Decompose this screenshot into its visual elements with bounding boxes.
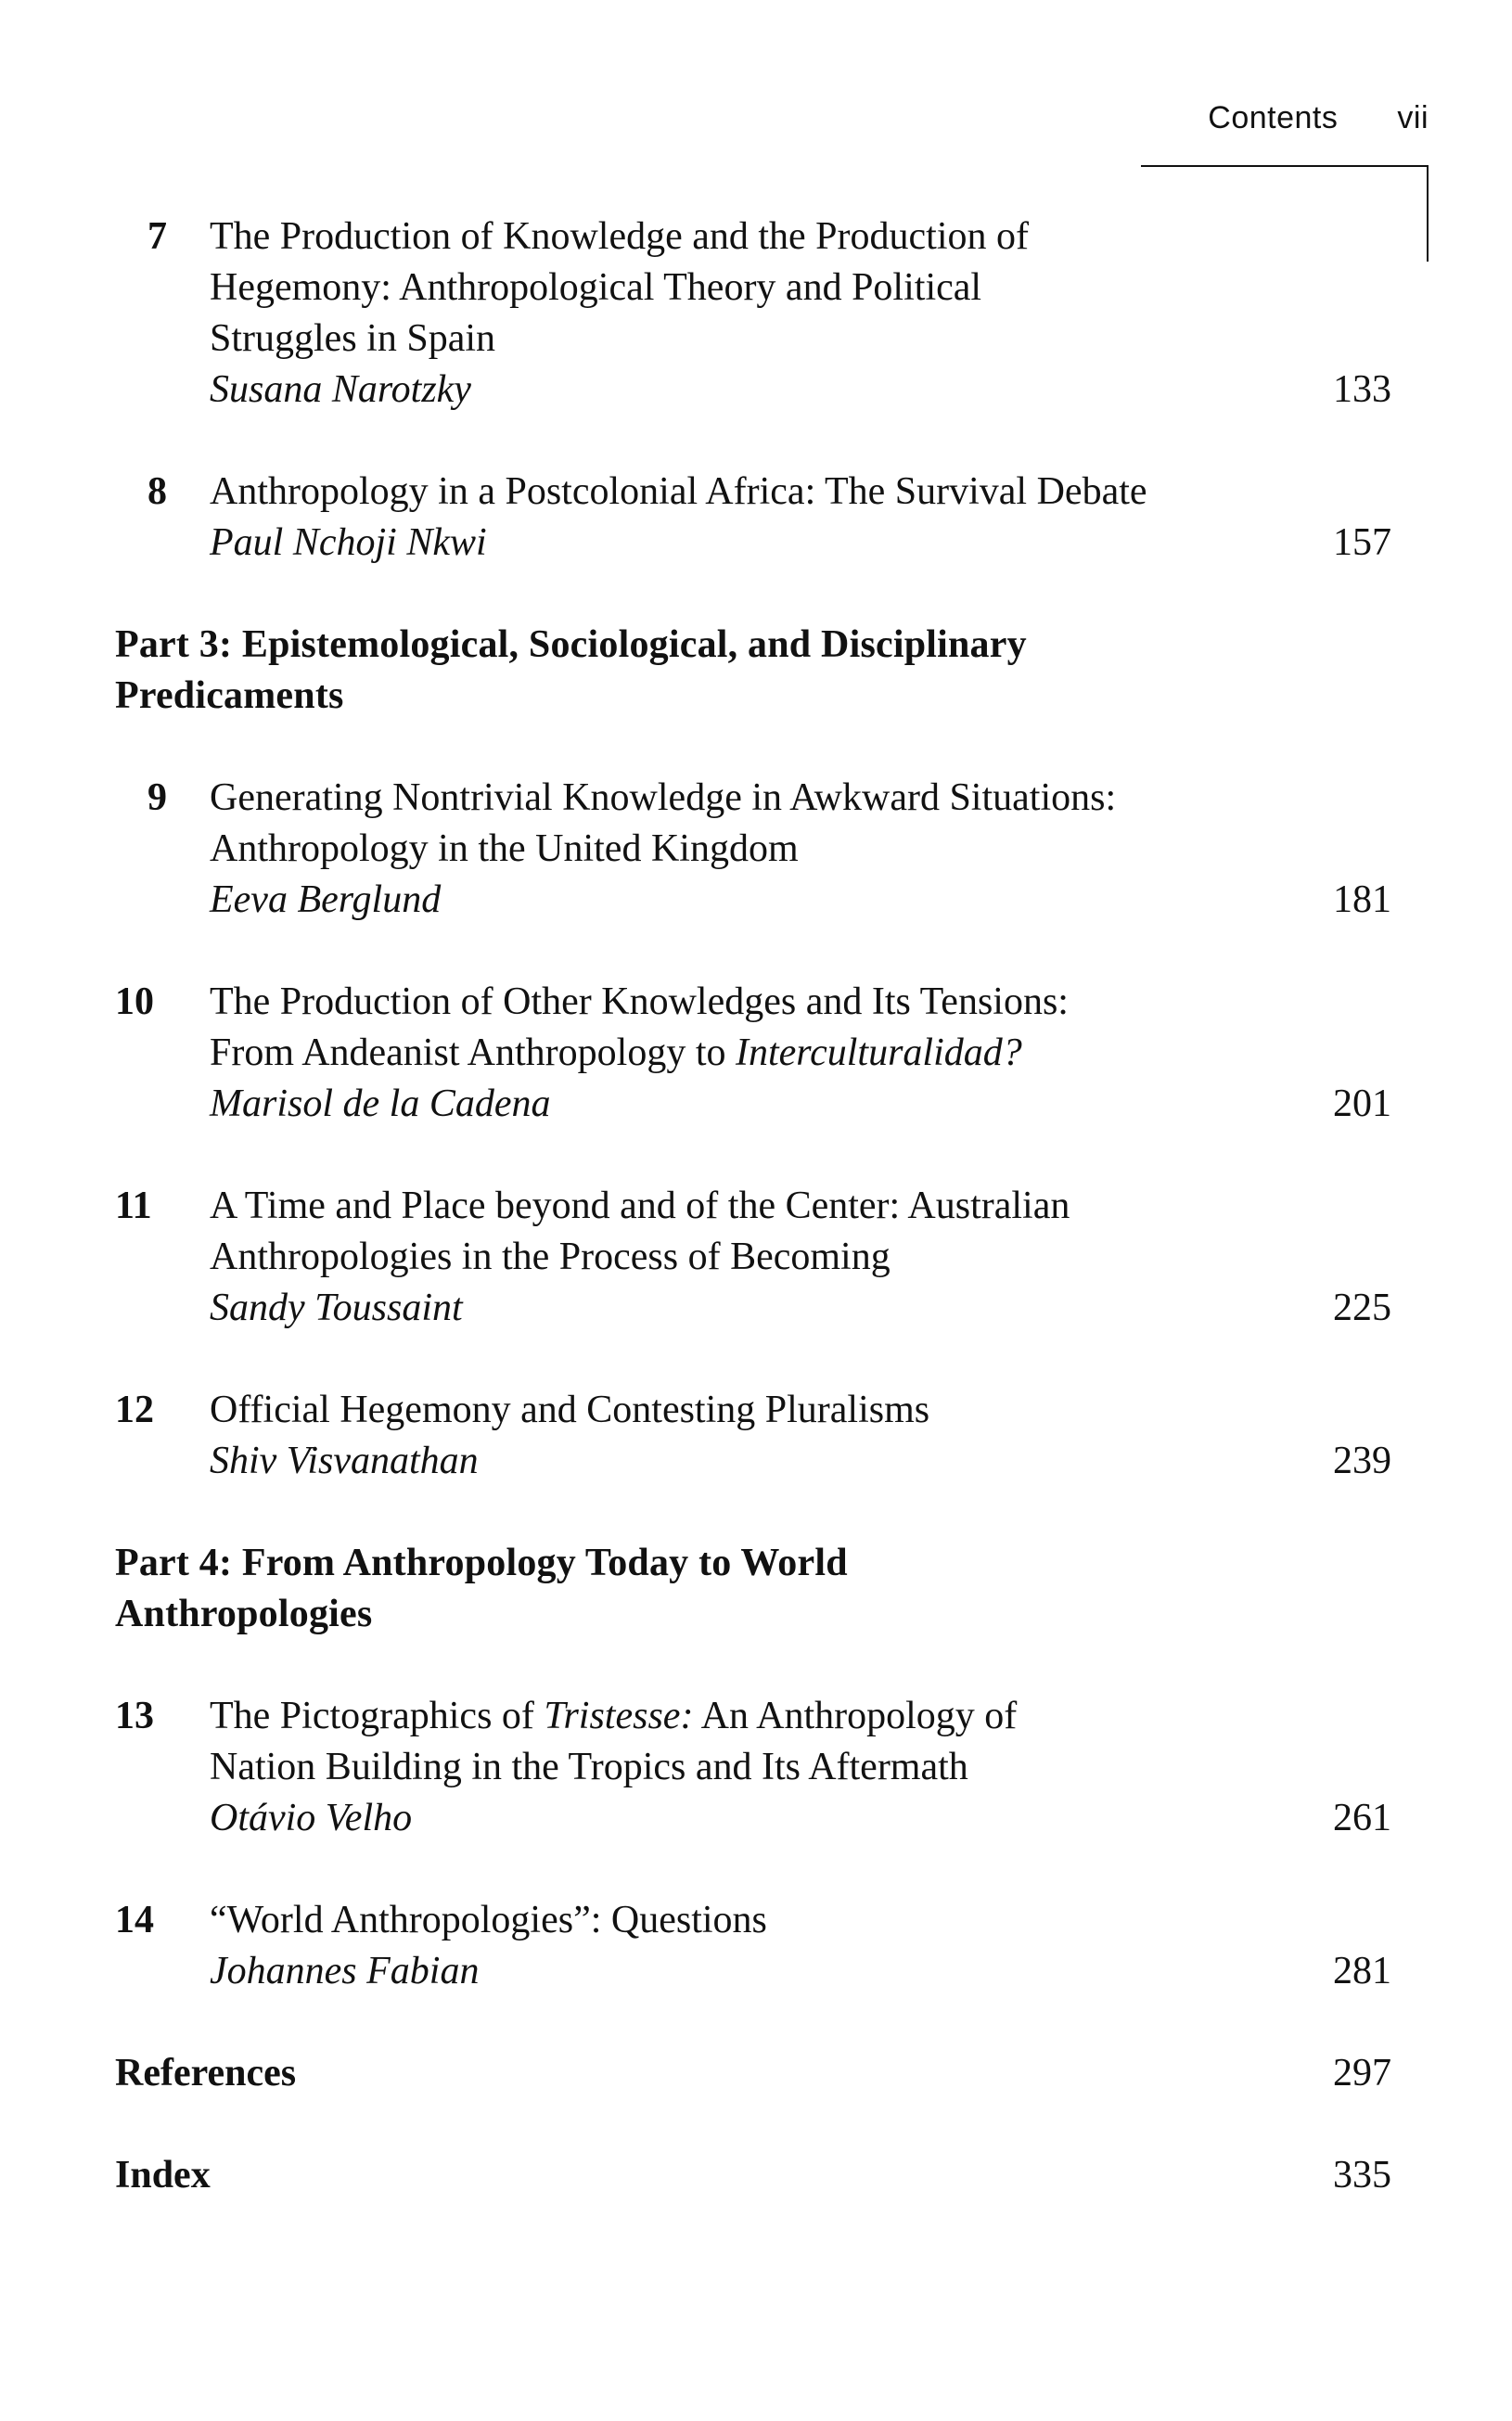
chapter-author: Shiv Visvanathan [210,1440,479,1482]
chapter-number: 13 [115,1695,154,1737]
chapter-number: 10 [115,980,154,1023]
part-heading-line: Part 3: Epistemological, Sociological, and Disciplinary [115,623,1027,666]
chapter-title-line: Anthropologies in the Process of Becoming [210,1236,891,1278]
toc-entry-chapter-8[interactable] [115,467,1391,569]
backmatter-label: Index [115,2154,211,2197]
chapter-author-line [210,1283,1391,1334]
chapter-author: Paul Nchoji Nkwi [210,521,487,564]
running-head-section: Contents [1208,100,1339,135]
chapter-author: Otávio Velho [210,1797,413,1839]
chapter-title-line: Generating Nontrivial Knowledge in Awkward Situations: [210,776,1117,819]
toc-entry-chapter-7[interactable] [115,211,1391,416]
chapter-author: Susana Narotzky [210,368,471,411]
corner-rule-horizontal [1141,165,1429,167]
toc-entry-chapter-12[interactable] [115,1385,1391,1487]
backmatter-page-number: 335 [1333,2154,1391,2197]
backmatter-label: References [115,2052,297,2094]
part-3-heading [115,620,1391,722]
part-heading-line: Part 4: From Anthropology Today to World [115,1542,848,1584]
toc-entry-references[interactable] [115,2048,1391,2099]
chapter-number: 14 [115,1899,154,1941]
chapter-author-line [210,1946,1391,1997]
chapter-number: 12 [115,1389,154,1431]
part-heading-line: Anthropologies [115,1593,373,1635]
chapter-title-line: Anthropology in the United Kingdom [210,827,799,870]
chapter-page-number: 239 [1333,1440,1391,1482]
chapter-title-line: Anthropology in a Postcolonial Africa: The Survival Debate [210,470,1147,513]
chapter-author-line [210,1079,1391,1130]
chapter-author: Sandy Toussaint [210,1287,463,1329]
toc-entry-chapter-9[interactable] [115,773,1391,926]
chapter-title-line: Nation Building in the Tropics and Its Aftermath [210,1746,968,1788]
chapter-title-italic: Interculturalidad? [736,1031,1022,1074]
chapter-title-italic: Tristesse: [544,1695,694,1737]
part-4-heading [115,1538,1391,1640]
chapter-number: 7 [147,215,167,258]
chapter-author-line [210,518,1391,569]
chapter-page-number: 181 [1333,878,1391,921]
chapter-title-text: From Andeanist Anthropology to [210,1031,736,1074]
toc-entry-chapter-13[interactable] [115,1691,1391,1844]
chapter-author-line [210,365,1391,416]
chapter-page-number: 261 [1333,1797,1391,1839]
part-heading-line: Predicaments [115,674,344,717]
chapter-number: 8 [147,470,167,513]
corner-rule-vertical [1427,165,1429,262]
chapter-title-line: The Production of Other Knowledges and Its Tensions: [210,980,1069,1023]
toc-entry-index[interactable] [115,2150,1391,2201]
running-head [1208,100,1429,136]
chapter-author: Eeva Berglund [210,878,442,921]
chapter-author-line [210,1436,1391,1487]
chapter-number: 9 [147,776,167,819]
backmatter-page-number: 297 [1333,2052,1391,2094]
chapter-title-text: The Pictographics of [210,1695,545,1737]
chapter-author: Johannes Fabian [210,1950,480,1992]
chapter-title-text: An Anthropology of [693,1695,1018,1737]
toc-entry-chapter-14[interactable] [115,1895,1391,1997]
chapter-page-number: 225 [1333,1287,1391,1329]
toc-entry-chapter-11[interactable] [115,1181,1391,1334]
chapter-title-line [210,1691,1391,1742]
chapter-title-line: Hegemony: Anthropological Theory and Political [210,266,982,309]
table-of-contents [115,211,1391,2252]
chapter-author-line [210,875,1391,926]
chapter-page-number: 157 [1333,521,1391,564]
chapter-author-line [210,1793,1391,1844]
chapter-number: 11 [115,1185,152,1227]
chapter-title-line [210,1028,1391,1079]
chapter-title-line: The Production of Knowledge and the Production of [210,215,1029,258]
chapter-page-number: 281 [1333,1950,1391,1992]
chapter-author: Marisol de la Cadena [210,1082,551,1125]
chapter-page-number: 201 [1333,1082,1391,1125]
chapter-title-line: A Time and Place beyond and of the Center: Australian [210,1185,1070,1227]
chapter-page-number: 133 [1333,368,1391,411]
toc-entry-chapter-10[interactable] [115,977,1391,1130]
running-head-page-number: vii [1397,100,1429,135]
chapter-title-line: Official Hegemony and Contesting Pluralisms [210,1389,930,1431]
chapter-title-line: Struggles in Spain [210,317,496,360]
chapter-title-line: “World Anthropologies”: Questions [210,1899,767,1941]
